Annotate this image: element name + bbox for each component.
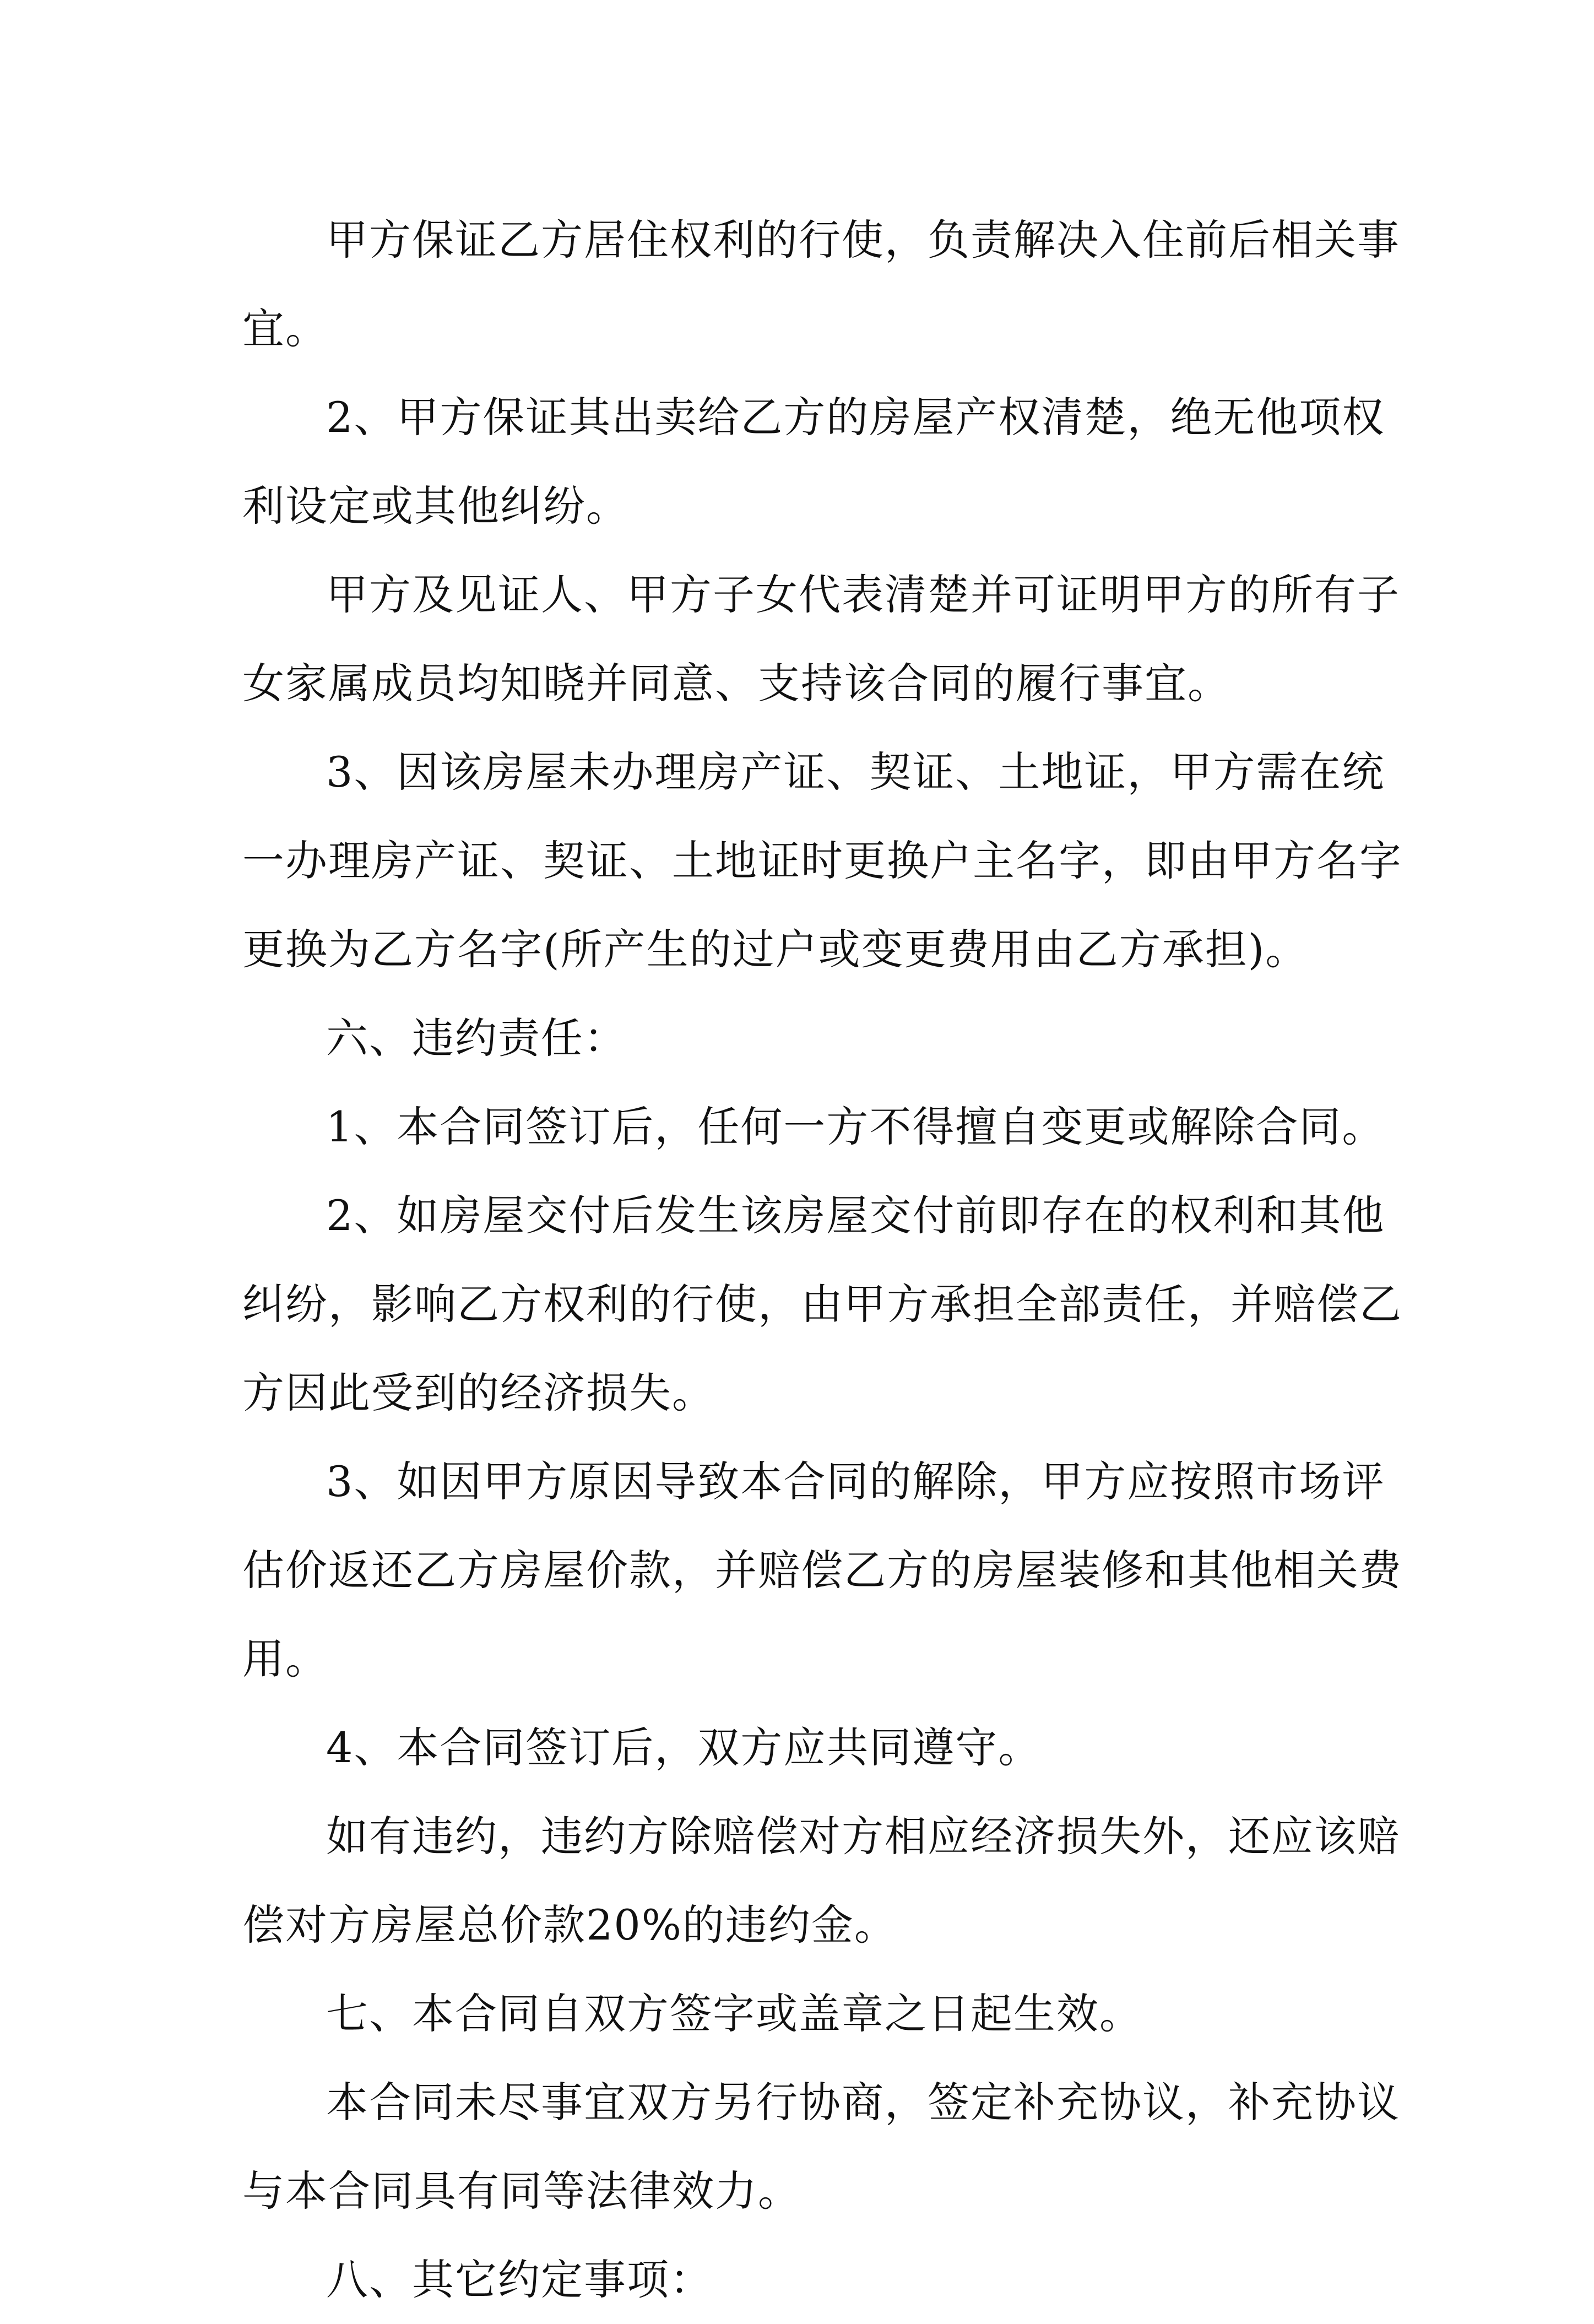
section-heading-other-matters: 八、其它约定事项： [326, 2255, 713, 2304]
paragraph-clause-2-title-clear: 2、甲方保证其出卖给乙方的房屋产权清楚，绝无他项权利设定或其他纠纷。 [242, 393, 1385, 530]
contract-body [242, 196, 1405, 2324]
paragraph-residence-rights: 甲方保证乙方居住权利的行使，负责解决入住前后相关事宜。 [242, 215, 1400, 353]
paragraph-breach-4: 4、本合同签订后，双方应共同遵守。 [326, 1723, 1042, 1772]
section-heading-effective: 七、本合同自双方签字或盖章之日起生效。 [326, 1989, 1142, 2038]
paragraph-breach-2: 2、如房屋交付后发生该房屋交付前即存在的权利和其他纠纷，影响乙方权利的行使，由甲方承担全部责任，并赔偿乙方因此受到的经济损失。 [242, 1191, 1402, 1417]
paragraph-breach-3: 3、如因甲方原因导致本合同的解除，甲方应按照市场评估价返还乙方房屋价款，并赔偿乙方的房屋装修和其他相关费用。 [242, 1457, 1402, 1683]
paragraph-clause-3-certificates: 3、因该房屋未办理房产证、契证、土地证，甲方需在统一办理房产证、契证、土地证时更换户主名字，即由甲方名字更换为乙方名字(所产生的过户或变更费用由乙方承担)。 [242, 747, 1402, 974]
section-heading-breach-liability: 六、违约责任： [326, 1014, 627, 1063]
paragraph-breach-1: 1、本合同签订后，任何一方不得擅自变更或解除合同。 [326, 1102, 1385, 1151]
paragraph-supplementary: 本合同未尽事宜双方另行协商，签定补充协议，补充协议与本合同具有同等法律效力。 [242, 2078, 1400, 2215]
paragraph-penalty: 如有违约，违约方除赔偿对方相应经济损失外，还应该赔偿对方房屋总价款20%的违约金。 [242, 1812, 1400, 1949]
paragraph-witness-consent: 甲方及见证人、甲方子女代表清楚并可证明甲方的所有子女家属成员均知晓并同意、支持该合同的履行事宜。 [242, 570, 1400, 708]
